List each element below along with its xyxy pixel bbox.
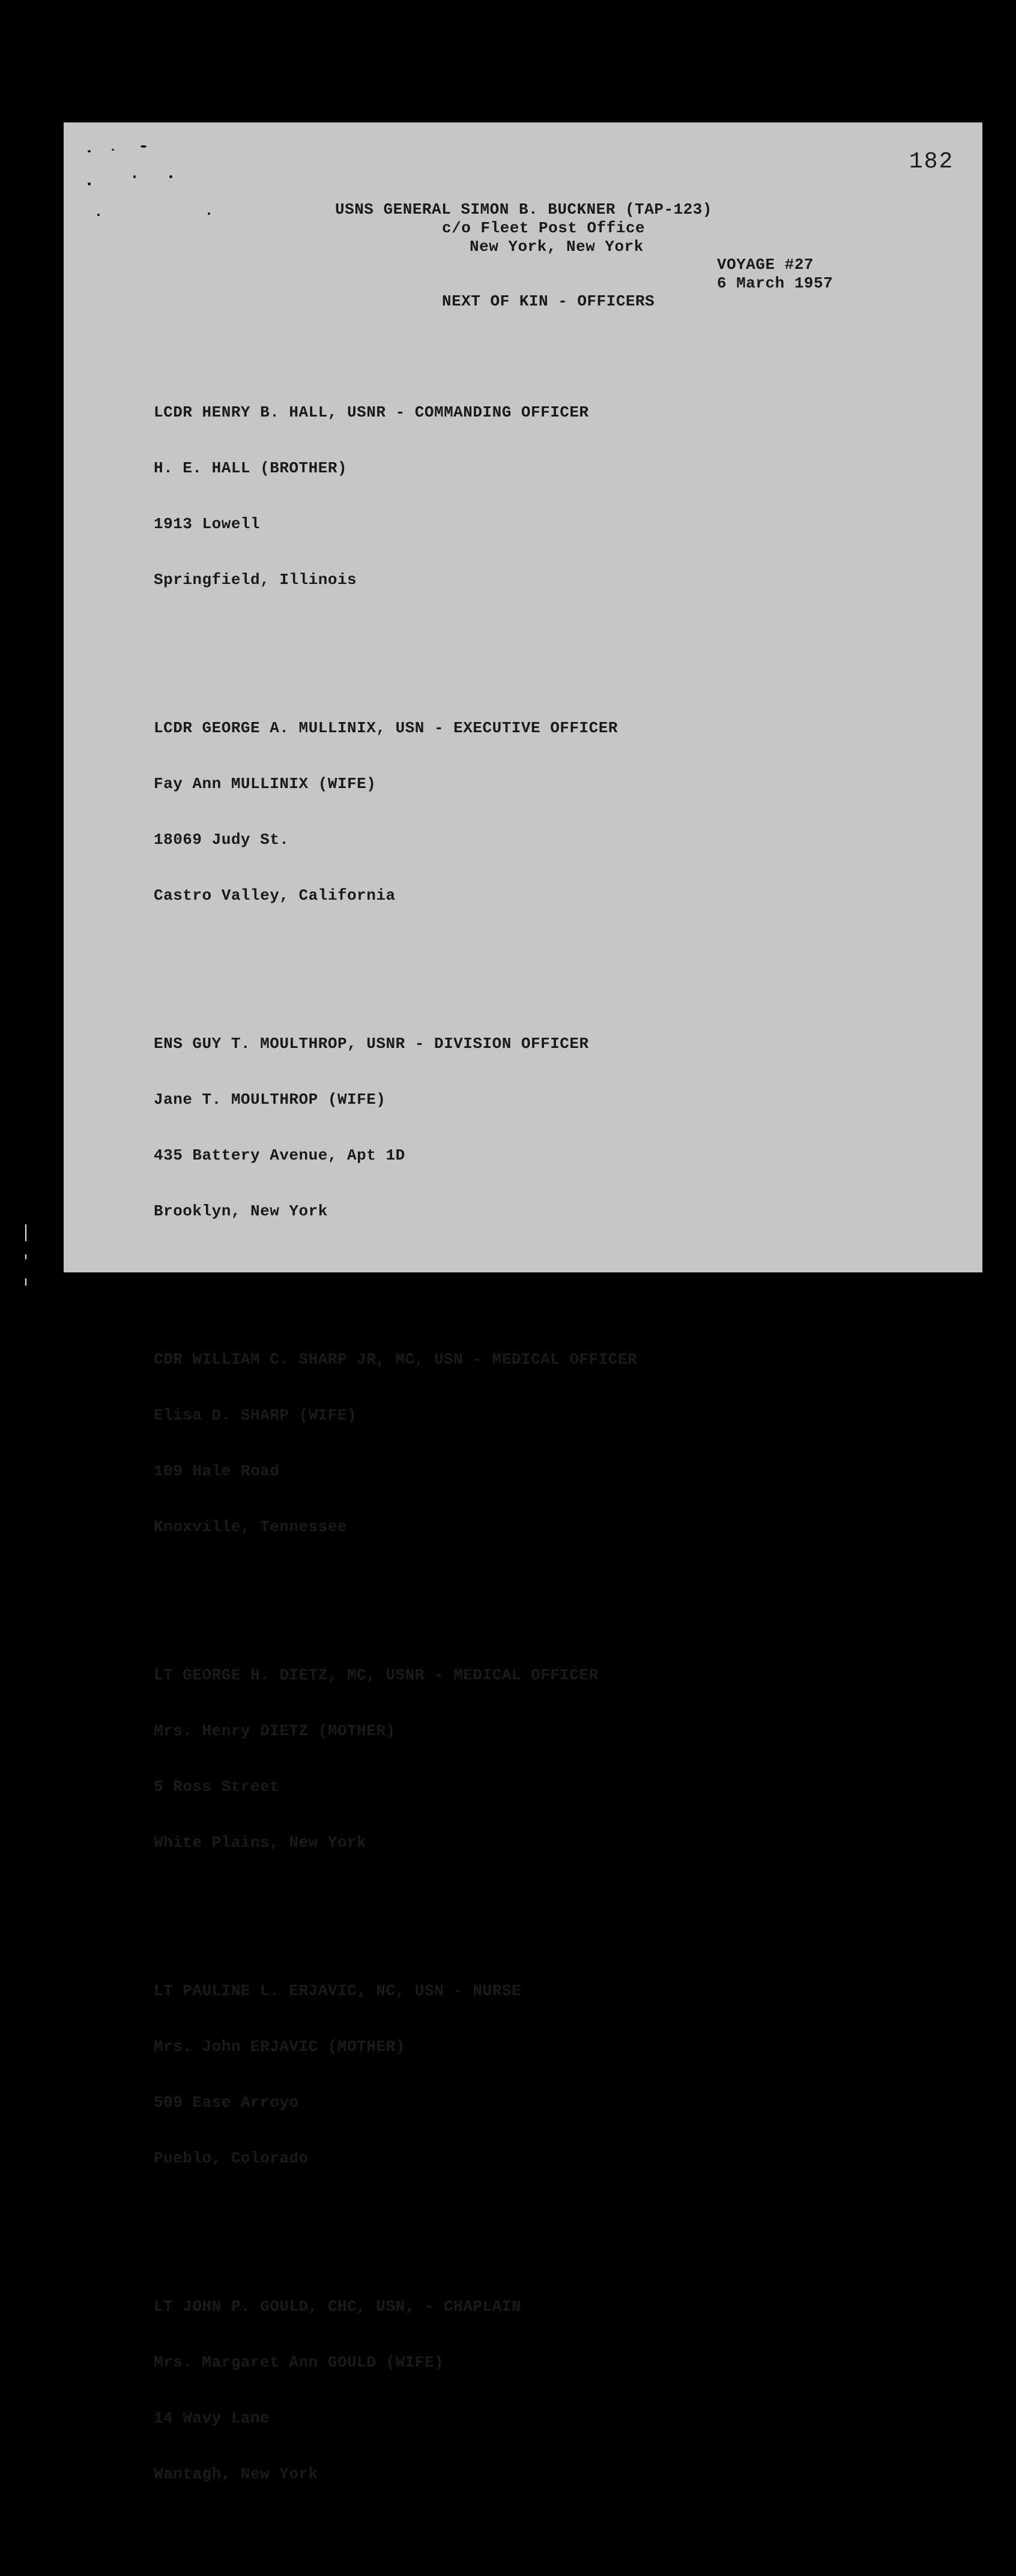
dust-speck	[112, 149, 114, 151]
address-line-1: c/o Fleet Post Office	[442, 219, 646, 237]
next-of-kin: Jane T. MOULTHROP (WIFE)	[154, 1091, 386, 1109]
city-state: Brooklyn, New York	[154, 1202, 328, 1220]
dust-speck	[97, 214, 100, 216]
city-state: Pueblo, Colorado	[154, 2149, 309, 2167]
dust-speck	[133, 175, 136, 178]
city-state: White Plains, New York	[154, 1834, 367, 1852]
city-state: Wantagh, New York	[154, 2465, 318, 2483]
officer-entry	[154, 1313, 637, 1574]
officer-name: LT GEORGE H. DIETZ, MC, USNR - MEDICAL OFFICER	[154, 1666, 599, 1684]
document-date: 6 March 1957	[717, 274, 833, 292]
officer-entry	[154, 998, 637, 1258]
next-of-kin: Mrs. Margaret Ann GOULD (WIFE)	[154, 2353, 444, 2371]
page-number: 182	[909, 149, 954, 175]
officer-entry	[154, 2260, 637, 2521]
street-address: 435 Battery Avenue, Apt 1D	[154, 1146, 405, 1164]
scan-edge-mark	[25, 1254, 26, 1259]
street-address: 1913 Lowell	[154, 515, 261, 533]
paper-sheet	[64, 122, 982, 2483]
next-of-kin: Fay Ann MULLINIX (WIFE)	[154, 775, 376, 793]
dust-speck	[169, 175, 172, 178]
officer-name: LT PAULINE L. ERJAVIC, NC, USN - NURSE	[154, 1982, 521, 2000]
officer-list	[154, 329, 637, 2576]
address-line-2: New York, New York	[470, 238, 644, 256]
officer-name: LCDR GEORGE A. MULLINIX, USN - EXECUTIVE OFFICER	[154, 719, 618, 737]
scan-edge-mark	[25, 1278, 26, 1286]
officer-name: LCDR HENRY B. HALL, USNR - COMMANDING OFFICER	[154, 403, 589, 421]
dust-speck	[88, 182, 91, 185]
street-address: 109 Hale Road	[154, 1462, 280, 1480]
city-state: Castro Valley, California	[154, 886, 396, 904]
officer-entry	[154, 1629, 637, 1889]
next-of-kin: Mrs. Henry DIETZ (MOTHER)	[154, 1722, 396, 1740]
city-state: Springfield, Illinois	[154, 571, 357, 589]
officer-name: LT JOHN P. GOULD, CHC, USN, - CHAPLAIN	[154, 2298, 521, 2316]
officer-entry	[154, 366, 637, 627]
scan-edge-mark	[25, 1224, 26, 1241]
city-state: Knoxville, Tennessee	[154, 1518, 348, 1536]
street-address: 14 Wavy Lane	[154, 2409, 270, 2427]
officer-entry	[154, 1945, 637, 2205]
next-of-kin: H. E. HALL (BROTHER)	[154, 459, 348, 477]
ship-name: USNS GENERAL SIMON B. BUCKNER (TAP-123)	[335, 200, 712, 218]
next-of-kin: Mrs. John ERJAVIC (MOTHER)	[154, 2038, 405, 2056]
dust-speck	[141, 145, 147, 148]
officer-name: CDR WILLIAM C. SHARP JR, MC, USN - MEDICAL OFFICER	[154, 1350, 638, 1368]
street-address: 18069 Judy St.	[154, 831, 289, 849]
document-title: NEXT OF KIN - OFFICERS	[442, 292, 655, 310]
officer-name: ENS GUY T. MOULTHROP, USNR - DIVISION OFFICER	[154, 1035, 589, 1053]
street-address: 509 Ease Arroyo	[154, 2093, 299, 2111]
dust-speck	[88, 150, 91, 152]
street-address: 5 Ross Street	[154, 1778, 280, 1796]
next-of-kin: Elisa D. SHARP (WIFE)	[154, 1406, 357, 1424]
dust-speck	[208, 212, 210, 215]
voyage-number: VOYAGE #27	[717, 256, 814, 274]
officer-entry	[154, 682, 637, 942]
